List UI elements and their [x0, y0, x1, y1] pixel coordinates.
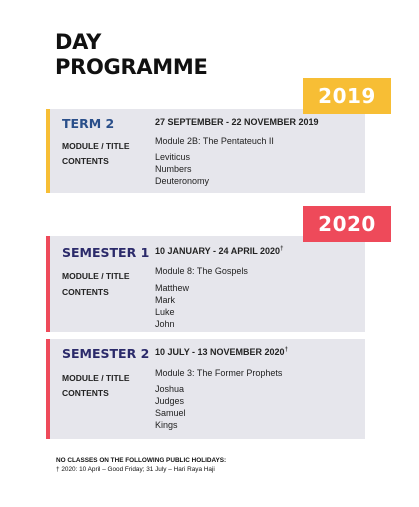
semester1-contents-list [155, 282, 189, 330]
term2-card [46, 109, 365, 193]
term2-heading: TERM 2 [62, 116, 115, 131]
term2-module-value: Module 2B: The Pentateuch II [155, 136, 274, 146]
list-item: Kings [155, 420, 178, 430]
list-item: Luke [155, 307, 175, 317]
page-title-line1: DAY [55, 30, 101, 54]
term2-accent-bar [46, 109, 50, 193]
semester1-card [46, 236, 365, 332]
semester1-dates: 10 JANUARY - 24 APRIL 2020† [155, 246, 284, 256]
term2-contents-list [155, 151, 209, 187]
holiday-footnote [56, 456, 226, 474]
page-title [55, 30, 208, 80]
list-item: Deuteronomy [155, 176, 210, 186]
year-badge-2020: 2020 [303, 206, 391, 242]
semester1-heading: SEMESTER 1 [62, 245, 150, 260]
semester2-contents-list [155, 383, 186, 431]
semester2-module-value: Module 3: The Former Prophets [155, 368, 283, 378]
list-item: Leviticus [155, 152, 191, 162]
semester1-module-value: Module 8: The Gospels [155, 266, 248, 276]
list-item: Judges [155, 396, 185, 406]
term2-contents-label: CONTENTS [62, 156, 109, 166]
page-title-line2: PROGRAMME [55, 55, 208, 79]
semester1-accent-bar [46, 236, 50, 332]
list-item: John [155, 319, 175, 329]
semester2-heading: SEMESTER 2 [62, 346, 150, 361]
list-item: Joshua [155, 384, 185, 394]
semester2-contents-label: CONTENTS [62, 388, 109, 398]
semester2-module-label: MODULE / TITLE [62, 373, 130, 383]
year-badge-2019: 2019 [303, 78, 391, 114]
semester2-dates: 10 JULY - 13 NOVEMBER 2020† [155, 347, 288, 357]
term2-module-label: MODULE / TITLE [62, 141, 130, 151]
semester1-contents-label: CONTENTS [62, 287, 109, 297]
holiday-footnote-heading: NO CLASSES ON THE FOLLOWING PUBLIC HOLIDAYS: [56, 457, 227, 464]
list-item: Samuel [155, 408, 186, 418]
list-item: Matthew [155, 283, 190, 293]
holiday-footnote-detail: † 2020: 10 April – Good Friday; 31 July – Hari Raya Haji [56, 466, 215, 473]
list-item: Numbers [155, 164, 192, 174]
term2-dates: 27 SEPTEMBER - 22 NOVEMBER 2019 [155, 117, 319, 127]
semester2-card [46, 339, 365, 439]
list-item: Mark [155, 295, 175, 305]
semester2-accent-bar [46, 339, 50, 439]
semester1-module-label: MODULE / TITLE [62, 271, 130, 281]
